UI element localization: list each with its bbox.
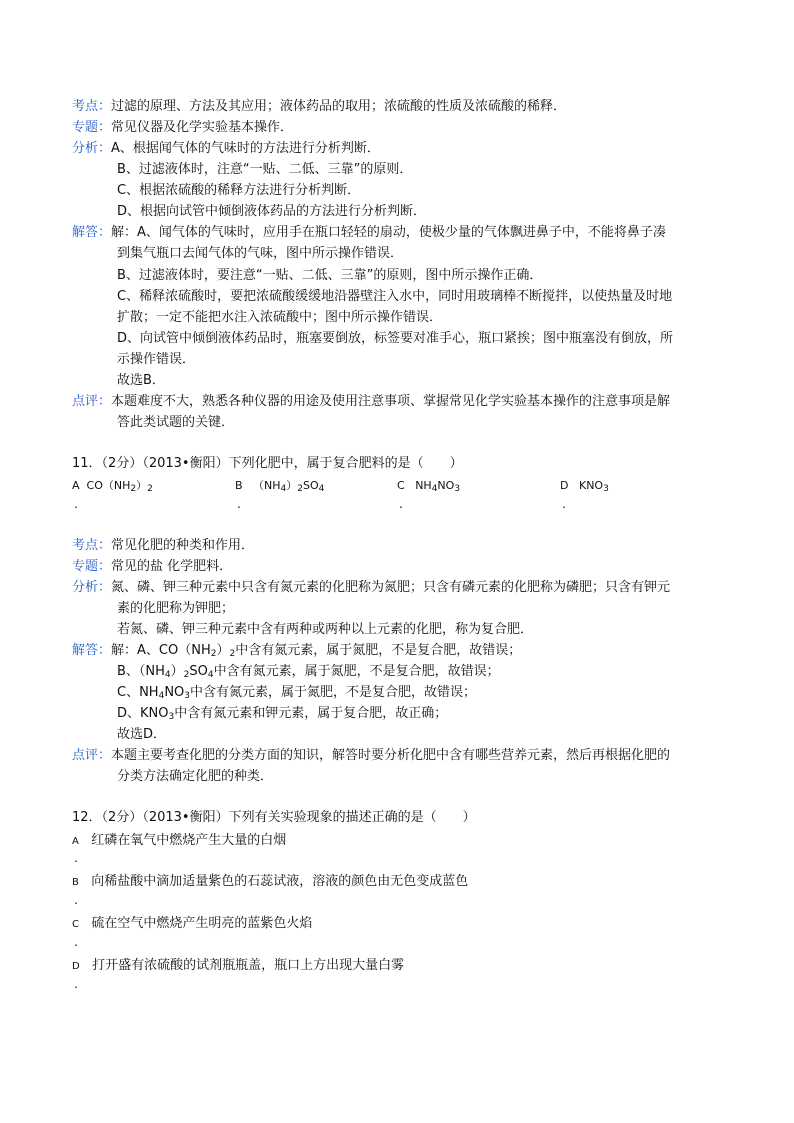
formula-subscript: 2 xyxy=(297,484,304,494)
q10-fenxi-label: 分析： xyxy=(72,141,112,156)
option-letter: D xyxy=(560,479,569,492)
q11-zhuanti-line xyxy=(72,557,232,577)
q10-dianping-text-0: 本题难度不大，熟悉各种仪器的用途及使用注意事项、掌握常见化学实验基本操作的注意事项是解 xyxy=(111,394,671,409)
option-dot: . xyxy=(74,497,78,511)
q10-jieda-text-3: C、稀释浓硫酸时，要把浓硫酸缓缓地沿器壁注入水中，同时用玻璃棒不断搅拌，以使热量及时地 xyxy=(117,289,673,304)
q10-jieda-text-4: 扩散；一定不能把水注入浓硫酸中；图中所示操作错误． xyxy=(117,310,443,325)
option-letter: D xyxy=(72,961,80,972)
formula-subscript: 2 xyxy=(147,484,153,494)
answer-part: NO xyxy=(164,685,185,700)
q11-fenxi-line xyxy=(72,578,670,598)
formula-subscript: 3 xyxy=(603,484,609,494)
formula-subscript: 4 xyxy=(280,484,287,494)
formula-part: SO xyxy=(303,479,319,492)
q12-option-b xyxy=(72,872,468,892)
formula-part: ） xyxy=(136,479,148,492)
option-dot: . xyxy=(562,497,566,511)
q10-zhuanti-label: 专题： xyxy=(72,120,112,135)
q10-fenxi-line xyxy=(72,139,380,159)
formula-part: NO xyxy=(437,479,455,492)
formula-subscript: 4 xyxy=(318,484,325,494)
q11-zhuanti-text: 常见的盐 化学肥料． xyxy=(111,559,233,574)
q10-jieda-text-6: 示操作错误． xyxy=(117,352,196,367)
q10-jieda-label: 解答： xyxy=(72,225,112,240)
option-dot: . xyxy=(74,935,78,949)
q11-dianping-text-0: 本题主要考查化肥的分类方面的知识，解答时要分析化肥中含有哪些营养元素，然后再根据化肥的 xyxy=(111,748,671,763)
q10-kaodian-line xyxy=(72,97,566,117)
option-text: 红磷在氧气中燃烧产生大量的白烟 xyxy=(91,833,287,848)
q12-stem: 12．（2分）（2013•衡阳）下列有关实验现象的描述正确的是（ ） xyxy=(72,810,476,825)
option-dot: . xyxy=(74,851,78,865)
q11-fenxi-label: 分析： xyxy=(72,580,112,595)
formula-subscript: 2 xyxy=(210,649,217,659)
q11-stem: 11．（2分）（2013•衡阳）下列化肥中，属于复合肥料的是（ ） xyxy=(72,456,463,471)
q11-kaodian-label: 考点： xyxy=(72,538,112,553)
q12-option-d xyxy=(72,956,404,976)
answer-part: D、KNO xyxy=(117,706,169,721)
q10-jieda-text-7: 故选B． xyxy=(117,373,165,388)
q10-jieda-text-1: 到集气瓶口去闻气体的气味，图中所示操作错误． xyxy=(117,246,404,261)
q10-fenxi-text-1: B、过滤液体时，注意“一贴、二低、三靠”的原则． xyxy=(117,162,413,177)
option-dot: . xyxy=(237,497,241,511)
formula-subscript: 4 xyxy=(158,691,165,701)
q12-option-c xyxy=(72,914,312,934)
formula-part: NH xyxy=(415,479,432,492)
option-letter: C xyxy=(397,479,405,492)
q11-zhuanti-label: 专题： xyxy=(72,559,112,574)
option-letter: A xyxy=(72,836,79,847)
formula-subscript: 3 xyxy=(454,484,461,494)
option-text: 向稀盐酸中滴加适量紫色的石蕊试液，溶液的颜色由无色变成蓝色 xyxy=(91,874,469,889)
q10-fenxi-text-3: D、根据向试管中倾倒液体药品的方法进行分析判断． xyxy=(117,204,427,219)
q11-dianping-label: 点评： xyxy=(72,748,112,763)
option-dot: . xyxy=(74,977,78,991)
answer-part: 中含有氮元素和钾元素，属于复合肥，故正确； xyxy=(174,706,448,721)
formula-subscript: 3 xyxy=(184,691,191,701)
q11-option-a xyxy=(72,478,153,497)
answer-part: ） xyxy=(216,643,230,658)
option-letter: B xyxy=(72,877,79,888)
formula-part: ） xyxy=(286,479,298,492)
formula-part: KNO xyxy=(578,479,604,492)
q10-fenxi-text-0: A、根据闻气体的气味时的方法进行分析判断． xyxy=(111,141,380,156)
formula-subscript: 2 xyxy=(130,484,137,494)
q11-option-b xyxy=(235,478,324,497)
q11-option-c xyxy=(397,478,460,497)
formula-subscript: 2 xyxy=(183,670,190,680)
answer-part: 解：A、CO（NH xyxy=(111,643,211,658)
q10-jieda-text-0: 解：A、闻气体的气味时，应用手在瓶口轻轻的扇动，使极少量的气体飘进鼻子中，不能将鼻子凑 xyxy=(111,225,666,240)
answer-part: B、（NH xyxy=(117,664,165,679)
answer-part: 中含有氮元素，属于氮肥，不是复合肥，故错误； xyxy=(235,643,522,658)
option-letter: C xyxy=(72,919,79,930)
formula-part: CO（NH xyxy=(86,479,131,492)
formula-part: （NH xyxy=(253,479,281,492)
answer-part: SO xyxy=(189,664,208,679)
q10-dianping-text-1: 答此类试题的关键． xyxy=(117,415,235,430)
q10-fenxi-text-2: C、根据浓硫酸的稀释方法进行分析判断． xyxy=(117,183,361,198)
q11-kaodian-text: 常见化肥的种类和作用． xyxy=(111,538,255,553)
q11-jieda-line xyxy=(72,641,521,661)
q11-jieda-line-c xyxy=(117,683,476,703)
q11-fenxi-text-0: 氮、磷、钾三种元素中只含有氮元素的化肥称为氮肥；只含有磷元素的化肥称为磷肥；只含有钾元 xyxy=(111,580,671,595)
q11-option-d xyxy=(560,478,609,497)
formula-subscript: 4 xyxy=(207,670,214,680)
q11-fenxi-text-1: 素的化肥称为钾肥； xyxy=(117,601,235,616)
q11-jieda-line-b xyxy=(117,662,500,682)
option-letter: A xyxy=(72,479,80,492)
q11-kaodian-line xyxy=(72,536,254,556)
q10-kaodian-text: 过滤的原理、方法及其应用；液体药品的取用；浓硫酸的性质及浓硫酸的稀释． xyxy=(111,99,567,114)
q10-zhuanti-line xyxy=(72,118,293,138)
q11-jieda-label: 解答： xyxy=(72,643,112,658)
formula-subscript: 2 xyxy=(229,649,236,659)
q10-jieda-text-5: D、向试管中倾倒液体药品时，瓶塞要倒放，标签要对准手心，瓶口紧挨；图中瓶塞没有倒放，所 xyxy=(117,331,674,346)
q10-dianping-line xyxy=(72,392,670,412)
option-text: 打开盛有浓硫酸的试剂瓶瓶盖，瓶口上方出现大量白雾 xyxy=(92,958,405,973)
q11-jieda-line-final: 故选D． xyxy=(117,727,167,742)
formula-subscript: 3 xyxy=(168,712,175,722)
q12-option-a xyxy=(72,831,286,851)
q11-jieda-line-d xyxy=(117,704,447,724)
q11-dianping-text-1: 分类方法确定化肥的种类． xyxy=(117,769,274,784)
answer-part: C、NH xyxy=(117,685,159,700)
q10-jieda-text-2: B、过滤液体时，要注意“一贴、二低、三靠”的原则，图中所示操作正确． xyxy=(117,268,543,283)
option-dot: . xyxy=(399,497,403,511)
q10-dianping-label: 点评： xyxy=(72,394,112,409)
formula-subscript: 4 xyxy=(164,670,171,680)
option-dot: . xyxy=(74,893,78,907)
q11-fenxi-text-2: 若氮、磷、钾三种元素中含有两种或两种以上元素的化肥，称为复合肥． xyxy=(117,622,534,637)
q11-dianping-line xyxy=(72,746,670,766)
answer-part: ） xyxy=(170,664,184,679)
answer-part: 中含有氮元素，属于氮肥，不是复合肥，故错误； xyxy=(213,664,500,679)
option-letter: B xyxy=(235,479,243,492)
q10-kaodian-label: 考点： xyxy=(72,99,112,114)
q10-zhuanti-text: 常见仪器及化学实验基本操作． xyxy=(111,120,294,135)
formula-subscript: 4 xyxy=(431,484,438,494)
answer-part: 中含有氮元素，属于氮肥，不是复合肥，故错误； xyxy=(190,685,477,700)
q10-jieda-line xyxy=(72,223,666,243)
option-text: 硫在空气中燃烧产生明亮的蓝紫色火焰 xyxy=(91,916,313,931)
